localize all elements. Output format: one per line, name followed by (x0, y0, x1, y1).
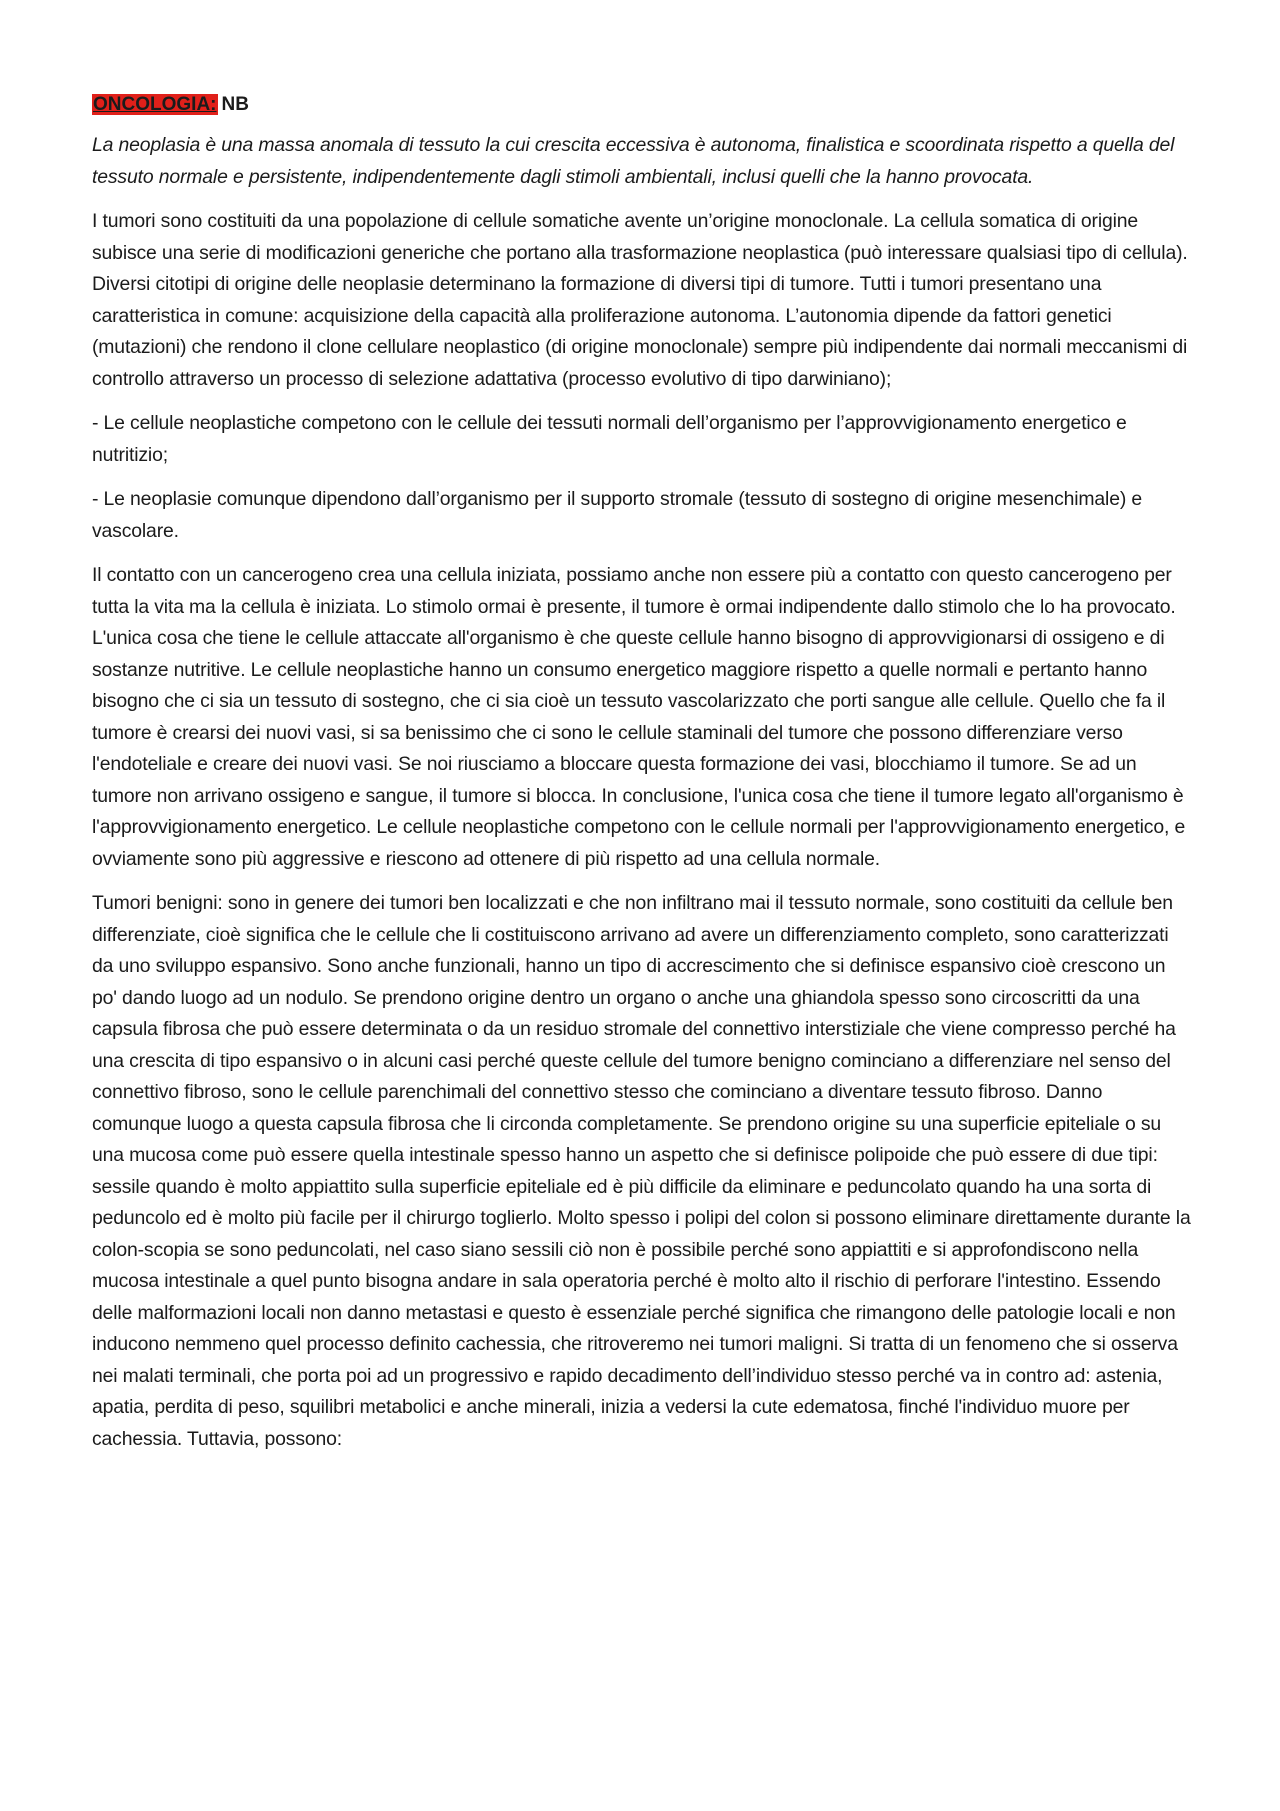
paragraph-benign-tumors: Tumori benigni: sono in genere dei tumori ben localizzati e che non infiltrano mai il tessuto normale, sono costituiti da cellule ben differenziate, cioè significa che le cellule che li costituiscono arrivano ad avere un differenziamento completo, sono caratterizzati da uno sviluppo espansivo. Sono anche funzionali, hanno un tipo di accrescimento che si definisce espansivo cioè crescono un po' dando luogo ad un nodulo. Se prendono origine dentro un organo o anche una ghiandola spesso sono circoscritti da una capsula fibrosa che può essere determinata o da un residuo stromale del connettivo interstiziale che viene compresso perché ha una crescita di tipo espansivo o in alcuni casi perché queste cellule del tumore benigno cominciano a differenziare nel senso del connettivo fibroso, sono le cellule parenchimali del connettivo stesso che cominciano a diventare tessuto fibroso. Danno comunque luogo a questa capsula fibrosa che li circonda completamente. Se prendono origine su una superficie epiteliale o su una mucosa come può essere quella intestinale spesso hanno un aspetto che si definisce polipoide che può essere di due tipi: sessile quando è molto appiattito sulla superficie epiteliale ed è più difficile da eliminare e peduncolato quando ha una sorta di peduncolo ed è molto più facile per il chirurgo toglierlo. Molto spesso i polipi del colon si possono eliminare direttamente durante la colon-scopia se sono peduncolati, nel caso siano sessili ciò non è possibile perché sono appiattiti e si approfondiscono nella mucosa intestinale a quel punto bisogna andare in sala operatoria perché è molto alto il rischio di perforare l'intestino. Essendo delle malformazioni locali non danno metastasi e questo è essenziale perché significa che rimangono delle patologie locali e non inducono nemmeno quel processo definito cachessia, che ritroveremo nei tumori maligni. Si tratta di un fenomeno che si osserva nei malati terminali, che porta poi ad un progressivo e rapido decadimento dell’individuo stesso perché va in contro ad: astenia, apatia, perdita di peso, squilibri metabolici e anche minerali, inizia a vedersi la cute edematosa, finché l'individuo muore per cachessia. Tuttavia, possono: (92, 892, 1191, 1450)
bullet-competition: - Le cellule neoplastiche competono con le cellule dei tessuti normali dell’organismo per l’approvvigionamento energetico e nutritizio; (92, 412, 1127, 466)
paragraph-carcinogen-contact: Il contatto con un cancerogeno crea una cellula iniziata, possiamo anche non essere più a contatto con questo cancerogeno per tutta la vita ma la cellula è iniziata. Lo stimolo ormai è presente, il tumore è ormai indipendente dallo stimolo che lo ha provocato. L'unica cosa che tiene le cellule attaccate all'organismo è che queste cellule hanno bisogno di approvvigionarsi di ossigeno e di sostanze nutritive. Le cellule neoplastiche hanno un consumo energetico maggiore rispetto a quelle normali e pertanto hanno bisogno che ci sia un tessuto di sostegno, che ci sia cioè un tessuto vascolarizzato che porti sangue alle cellule. Quello che fa il tumore è crearsi dei nuovi vasi, si sa benissimo che ci sono le cellule staminali del tumore che possono differenziare verso l'endoteliale e creare dei nuovi vasi. Se noi riusciamo a bloccare questa formazione dei vasi, blocchiamo il tumore. Se ad un tumore non arrivano ossigeno e sangue, il tumore si blocca. In conclusione, l'unica cosa che tiene il tumore legato all'organismo è l'approvvigionamento energetico. Le cellule neoplastiche competono con le cellule normali per l'approvvigionamento energetico, e ovviamente sono più aggressive e riescono ad ottenere di più rispetto ad una cellula normale. (92, 564, 1186, 870)
bullet-stromal-support: - Le neoplasie comunque dipendono dall’organismo per il supporto stromale (tessuto di sostegno di origine mesenchimale) e vascolare. (92, 488, 1143, 542)
document-page (92, 92, 1192, 1468)
definition-paragraph: La neoplasia è una massa anomala di tessuto la cui crescita eccessiva è autonoma, finalistica e scoordinata rispetto a quella del tessuto normale e persistente, indipendentemente dagli stimoli ambientali, inclusi quelli che la hanno provocata. (92, 134, 1175, 188)
document-title (92, 92, 1192, 118)
title-highlighted: ONCOLOGIA: (93, 94, 217, 115)
title-suffix: NB (221, 94, 249, 115)
paragraph-monoclonal-origin: I tumori sono costituiti da una popolazione di cellule somatiche avente un’origine monoclonale. La cellula somatica di origine subisce una serie di modificazioni generiche che portano alla trasformazione neoplastica (può interessare qualsiasi tipo di cellula). Diversi citotipi di origine delle neoplasie determinano la formazione di diversi tipi di tumore. Tutti i tumori presentano una caratteristica in comune: acquisizione della capacità alla proliferazione autonoma. L’autonomia dipende da fattori genetici (mutazioni) che rendono il clone cellulare neoplastico (di origine monoclonale) sempre più indipendente dai normali meccanismi di controllo attraverso un processo di selezione adattativa (processo evolutivo di tipo darwiniano); (92, 210, 1188, 390)
